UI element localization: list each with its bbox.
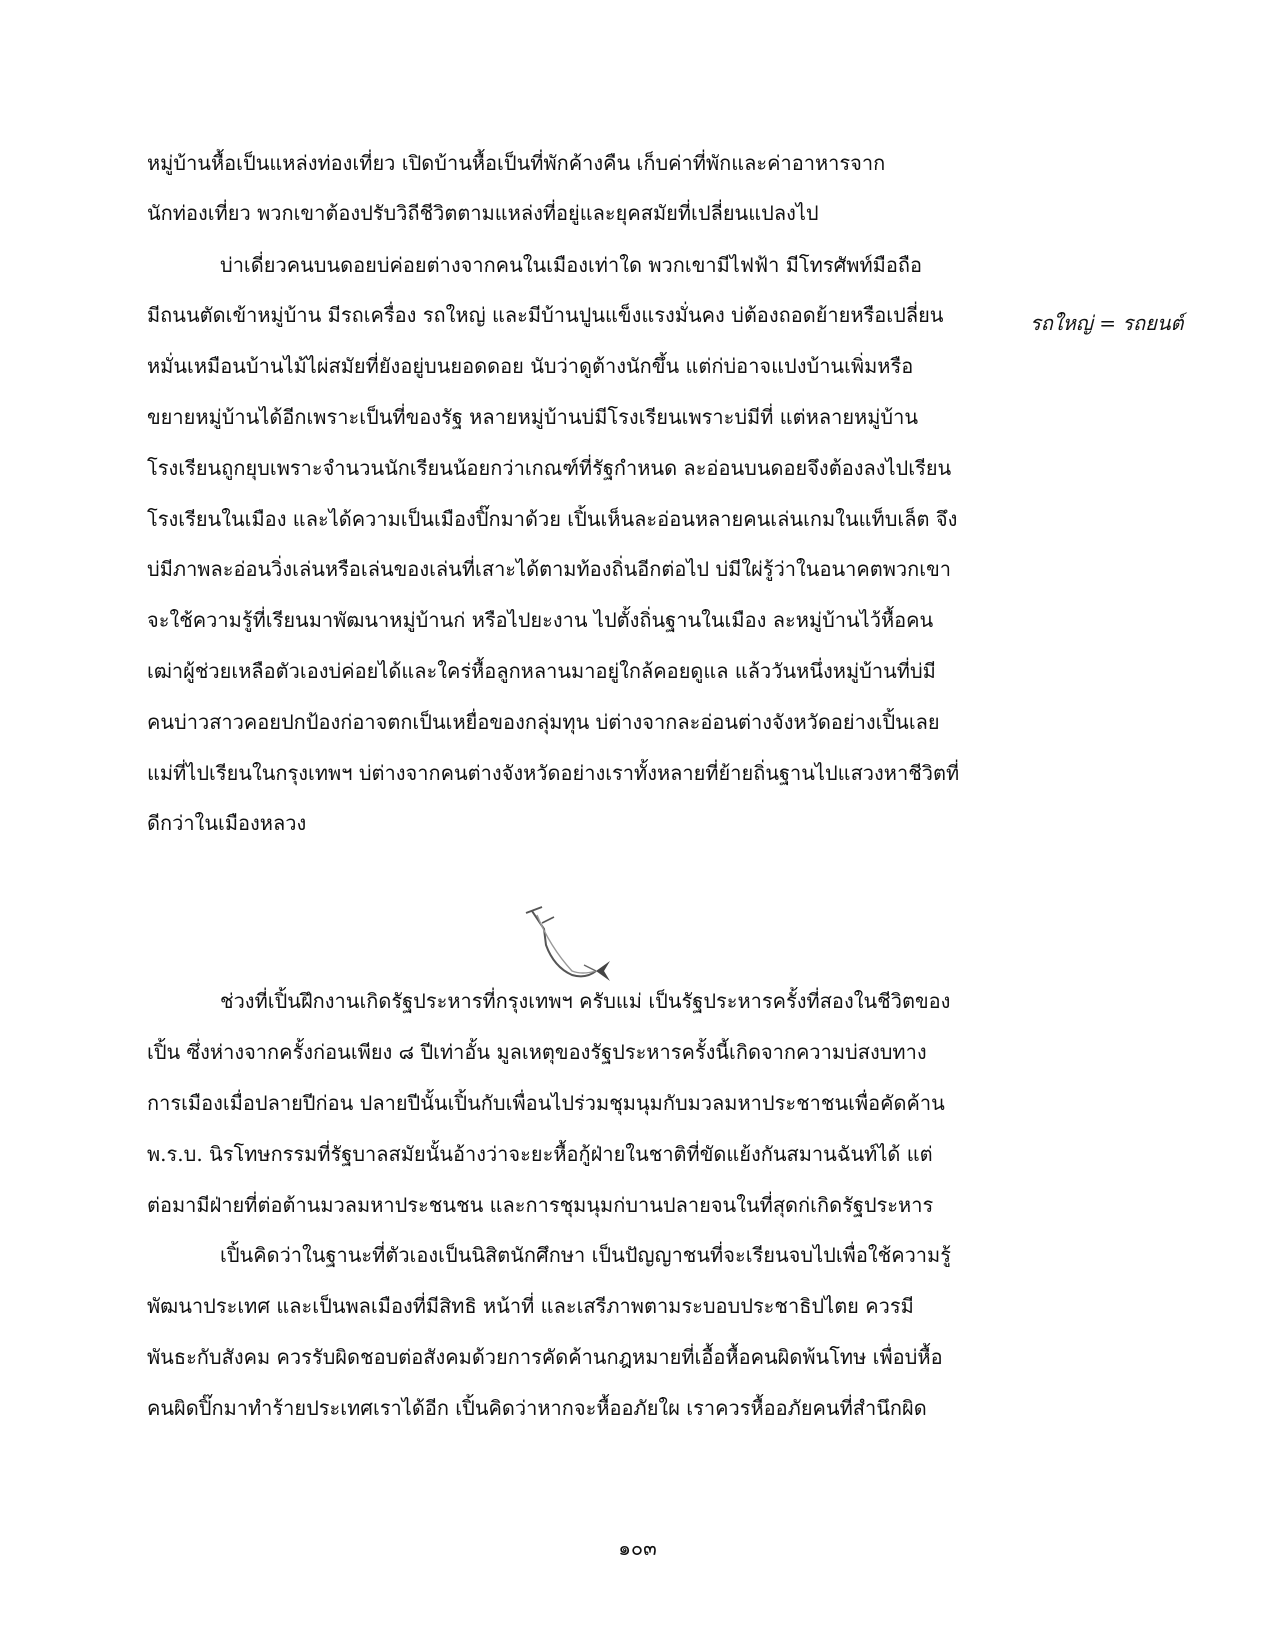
text-line: การเมืองเมื่อปลายปีก่อน ปลายปีนั้นเปิ้นกับเพื่อนไปร่วมชุมนุมกับมวลมหาประชาชนเพื่อคัดค้าน bbox=[147, 1091, 945, 1115]
margin-note: รถใหญ่ = รถยนต์ bbox=[1030, 311, 1184, 335]
text-line: พันธะกับสังคม ควรรับผิดชอบต่อสังคมด้วยการคัดค้านกฎหมายที่เอื้อหื้อคนผิดพ้นโทษ เพื่อบ่หื้อ bbox=[147, 1345, 943, 1369]
text-line: แม่ที่ไปเรียนในกรุงเทพฯ บ่ต่างจากคนต่างจังหวัดอย่างเราทั้งหลายที่ย้ายถิ่นฐานไปแสวงหาชีวิตที่ bbox=[147, 761, 960, 785]
text-line: พัฒนาประเทศ และเป็นพลเมืองที่มีสิทธิ หน้าที่ และเสรีภาพตามระบอบประชาธิปไตย ควรมี bbox=[147, 1294, 914, 1318]
page-number: ๑๐๓ bbox=[618, 1536, 657, 1560]
text-line: นักท่องเที่ยว พวกเขาต้องปรับวิถีชีวิตตามแหล่งที่อยู่และยุคสมัยที่เปลี่ยนแปลงไป bbox=[147, 201, 819, 225]
text-line: โรงเรียนถูกยุบเพราะจำนวนนักเรียนน้อยกว่าเกณฑ์ที่รัฐกำหนด ละอ่อนบนดอยจึงต้องลงไปเรียน bbox=[147, 456, 952, 480]
text-line: ช่วงที่เปิ้นฝึกงานเกิดรัฐประหารที่กรุงเทพฯ ครับแม่ เป็นรัฐประหารครั้งที่สองในชีวิตของ bbox=[220, 989, 951, 1013]
text-line: มีถนนตัดเข้าหมู่บ้าน มีรถเครื่อง รถใหญ่ และมีบ้านปูนแข็งแรงมั่นคง บ่ต้องถอดย้ายหรือเปลี่ยน bbox=[147, 303, 944, 327]
text-line: ดีกว่าในเมืองหลวง bbox=[147, 811, 307, 835]
text-line: หมู่บ้านหื้อเป็นแหล่งท่องเที่ยว เปิดบ้านหื้อเป็นที่พักค้างคืน เก็บค่าที่พักและค่าอาหารจาก bbox=[147, 151, 886, 175]
text-line: เปิ้น ซึ่งห่างจากครั้งก่อนเพียง ๘ ปีเท่าอั้น มูลเหตุของรัฐประหารครั้งนี้เกิดจากความบ่สงบทาง bbox=[147, 1040, 927, 1064]
text-line: คนบ่าวสาวคอยปกป้องก่อาจตกเป็นเหยื่อของกลุ่มทุน บ่ต่างจากละอ่อนต่างจังหวัดอย่างเปิ้นเลย bbox=[147, 710, 940, 734]
text-line: คนผิดปิ๊กมาทำร้ายประเทศเราได้อีก เปิ้นคิดว่าหากจะหื้ออภัยใผ เราควรหื้ออภัยคนที่สำนึกผิด bbox=[147, 1396, 927, 1420]
text-line: บ่มีภาพละอ่อนวิ่งเล่นหรือเล่นของเล่นที่เสาะได้ตามท้องถิ่นอีกต่อไป บ่มีใผ่รู้ว่าในอนาคตพวกเขา bbox=[147, 557, 952, 581]
text-line: หมั่นเหมือนบ้านไม้ไผ่สมัยที่ยังอยู่บนยอดดอย นับว่าดูต้างนักขึ้น แต่ก่บ่อาจแปงบ้านเพิ่มหรือ bbox=[147, 354, 914, 378]
text-line: เปิ้นคิดว่าในฐานะที่ตัวเองเป็นนิสิตนักศึกษา เป็นปัญญาชนที่จะเรียนจบไปเพื่อใช้ความรู้ bbox=[220, 1243, 951, 1267]
text-line: ขยายหมู่บ้านได้อีกเพราะเป็นที่ของรัฐ หลายหมู่บ้านบ่มีโรงเรียนเพราะบ่มีที่ แต่หลายหมู่บ้าน bbox=[147, 405, 919, 429]
crossbow-ornament-icon bbox=[510, 905, 630, 995]
text-line: โรงเรียนในเมือง และได้ความเป็นเมืองปิ๊กมาด้วย เปิ้นเห็นละอ่อนหลายคนเล่นเกมในแท็บเล็ต จึง bbox=[147, 507, 958, 531]
text-line: บ่าเดี่ยวคนบนดอยบ่ค่อยต่างจากคนในเมืองเท่าใด พวกเขามีไฟฟ้า มีโทรศัพท์มือถือ bbox=[220, 253, 922, 277]
text-line: พ.ร.บ. นิรโทษกรรมที่รัฐบาลสมัยนั้นอ้างว่าจะยะหื้อกู้ฝ่ายในชาติที่ขัดแย้งกันสมานฉันท์ได้ แต่ bbox=[147, 1142, 933, 1166]
text-line: ต่อมามีฝ่ายที่ต่อต้านมวลมหาประชนชน และการชุมนุมก่บานปลายจนในที่สุดก่เกิดรัฐประหาร bbox=[147, 1193, 934, 1217]
text-line: จะใช้ความรู้ที่เรียนมาพัฒนาหมู่บ้านก่ หรือไปยะงาน ไปตั้งถิ่นฐานในเมือง ละหมู่บ้านไว้หื้อคน bbox=[147, 608, 934, 632]
text-line: เฒ่าผู้ช่วยเหลือตัวเองบ่ค่อยได้และใคร่หื้อลูกหลานมาอยู่ใกล้คอยดูแล แล้ววันหนึ่งหมู่บ้านที่บ่มี bbox=[147, 659, 936, 683]
